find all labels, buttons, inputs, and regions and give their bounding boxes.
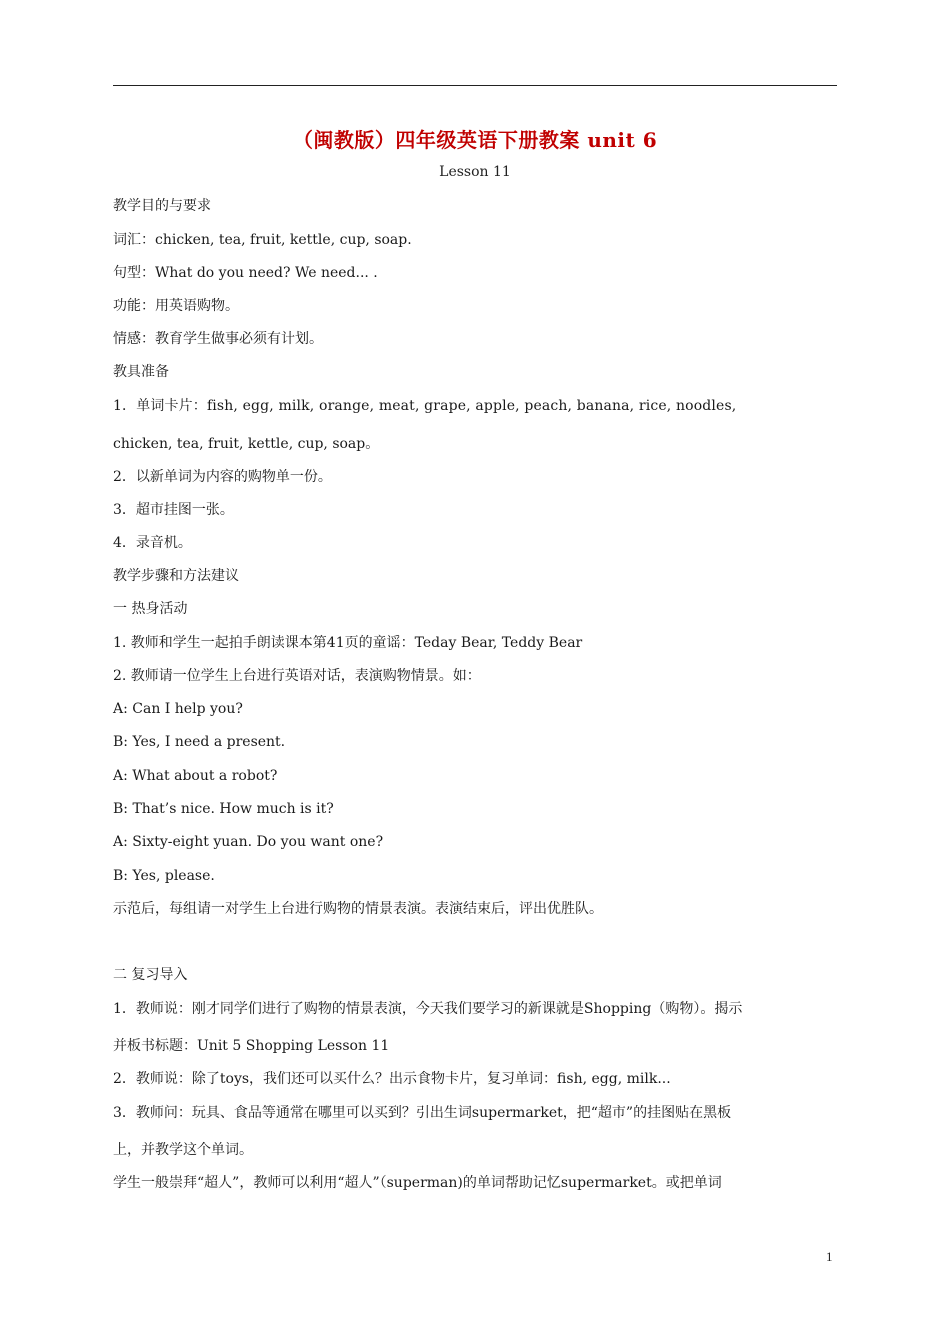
review-item-1: 1．教师说：刚才同学们进行了购物的情景表演，今天我们要学习的新课就是Shopping（购物）。揭示 <box>113 1001 743 1017</box>
materials-item-2: 2．以新单词为内容的购物单一份。 <box>113 469 332 485</box>
dialogue-line-4: B: That’s nice. How much is it? <box>113 801 334 817</box>
review-item-3-cont: 上，并教学这个单词。 <box>113 1142 253 1158</box>
review-item-3: 3．教师问：玩具、食品等通常在哪里可以买到？引出生词supermarket，把“超市”的挂图贴在黑板 <box>113 1105 732 1121</box>
dialogue-line-2: B: Yes, I need a present. <box>113 734 286 750</box>
section-heading-objectives: 教学目的与要求 <box>113 198 211 214</box>
dialogue-line-1: A: Can I help you? <box>113 701 243 717</box>
emotion-line: 情感：教育学生做事必须有计划。 <box>113 331 323 347</box>
vocabulary-line: 词汇：chicken, tea, fruit, kettle, cup, soap. <box>113 232 412 248</box>
section-heading-materials: 教具准备 <box>113 364 169 380</box>
sentence-pattern-line: 句型：What do you need? We need... . <box>113 265 378 281</box>
warmup-item-1: 1. 教师和学生一起拍手朗读课本第41页的童谣：Teday Bear, Teddy Bear <box>113 635 583 651</box>
materials-item-4: 4．录音机。 <box>113 535 192 551</box>
lesson-subtitle: Lesson 11 <box>439 164 511 180</box>
warmup-item-2: 2. 教师请一位学生上台进行英语对话，表演购物情景。如： <box>113 668 481 684</box>
page-number: 1 <box>826 1249 833 1264</box>
step-heading-warmup: 一 热身活动 <box>113 601 188 617</box>
section-heading-steps: 教学步骤和方法建议 <box>113 568 239 584</box>
dialogue-line-6: B: Yes, please. <box>113 868 215 884</box>
materials-item-3: 3．超市挂图一张。 <box>113 502 234 518</box>
review-item-1-cont: 并板书标题：Unit 5 Shopping Lesson 11 <box>113 1038 390 1054</box>
review-note: 学生一般崇拜“超人”，教师可以利用“超人”（superman)的单词帮助记忆supermarket。或把单词 <box>113 1175 722 1191</box>
dialogue-line-5: A: Sixty-eight yuan. Do you want one? <box>113 834 384 850</box>
header-rule <box>113 85 837 86</box>
warmup-summary: 示范后，每组请一对学生上台进行购物的情景表演。表演结束后，评出优胜队。 <box>113 901 603 917</box>
dialogue-line-3: A: What about a robot? <box>113 768 278 784</box>
function-line: 功能：用英语购物。 <box>113 298 239 314</box>
step-heading-review: 二 复习导入 <box>113 967 188 983</box>
document-title: （闽教版）四年级英语下册教案 unit 6 <box>292 128 658 152</box>
materials-item-1-cont: chicken, tea, fruit, kettle, cup, soap。 <box>113 436 380 452</box>
review-item-2: 2．教师说：除了toys，我们还可以买什么？出示食物卡片，复习单词：fish, egg, milk... <box>113 1071 671 1087</box>
materials-item-1: 1．单词卡片：fish, egg, milk, orange, meat, grape, apple, peach, banana, rice, noodles, <box>113 398 737 414</box>
